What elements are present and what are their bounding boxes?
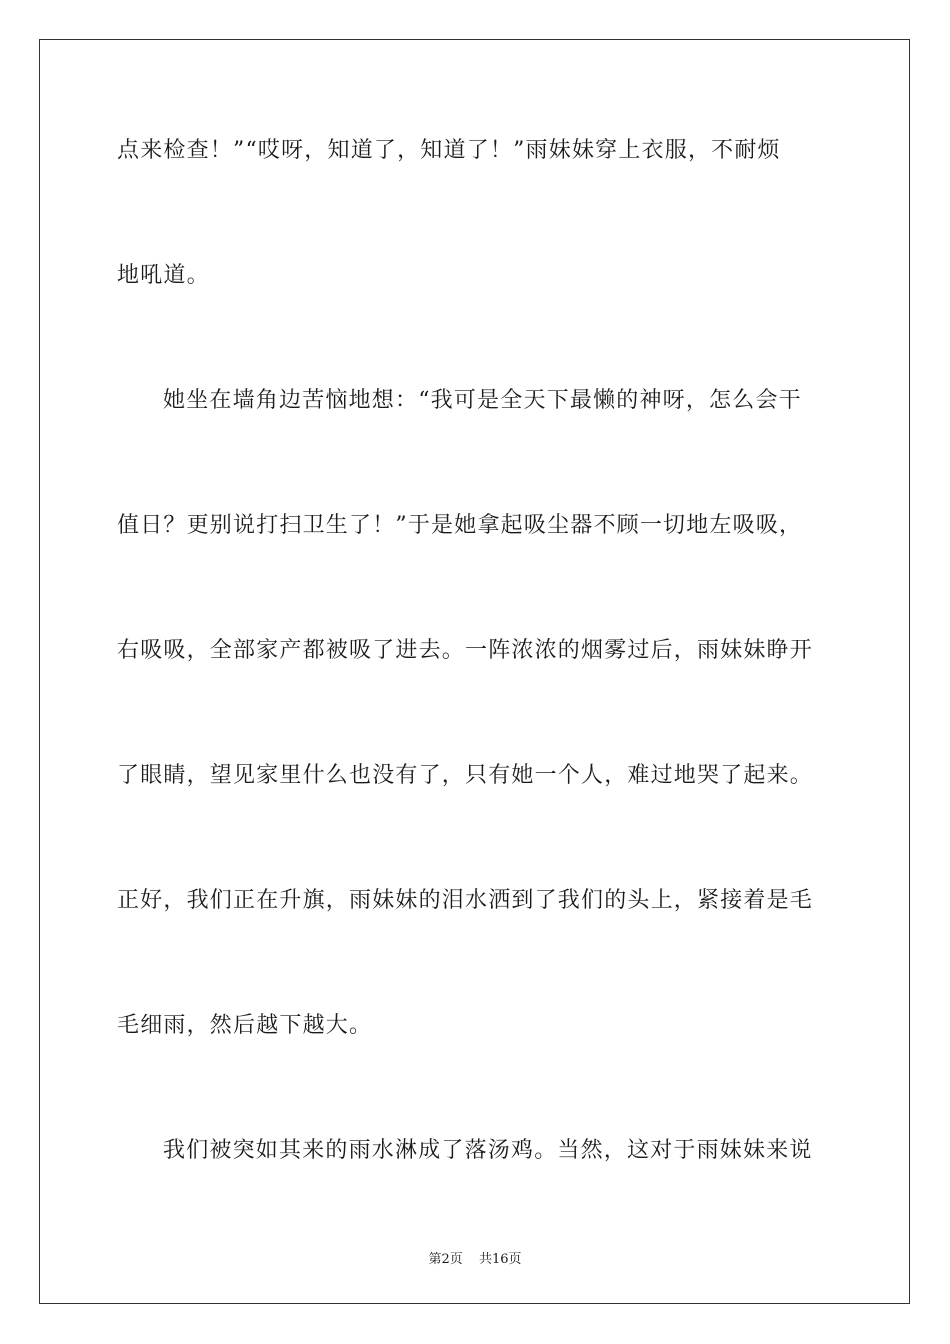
document-body: [117, 88, 837, 1213]
text-line: 毛细雨，然后越下越大。: [117, 1013, 373, 1038]
text-line: 点来检查！”“哎呀，知道了，知道了！”雨妹妹穿上衣服，不耐烦: [117, 138, 781, 163]
page-number: 第2页: [428, 1252, 463, 1267]
text-line: 我们被突如其来的雨水淋成了落汤鸡。当然，这对于雨妹妹来说: [163, 1138, 813, 1163]
text-line: 地吼道。: [117, 263, 210, 288]
page-footer: [0, 1248, 950, 1267]
text-line: 了眼睛，望见家里什么也没有了，只有她一个人，难过地哭了起来。: [117, 763, 814, 788]
page-total: 共16页: [478, 1252, 522, 1267]
text-line: 值日？更别说打扫卫生了！”于是她拿起吸尘器不顾一切地左吸吸，: [117, 513, 803, 538]
text-line: 右吸吸，全部家产都被吸了进去。一阵浓浓的烟雾过后，雨妹妹睁开: [117, 638, 814, 663]
text-line: 她坐在墙角边苦恼地想：“我可是全天下最懒的神呀，怎么会干: [163, 388, 802, 413]
text-line: 正好，我们正在升旗，雨妹妹的泪水洒到了我们的头上，紧接着是毛: [117, 888, 814, 913]
